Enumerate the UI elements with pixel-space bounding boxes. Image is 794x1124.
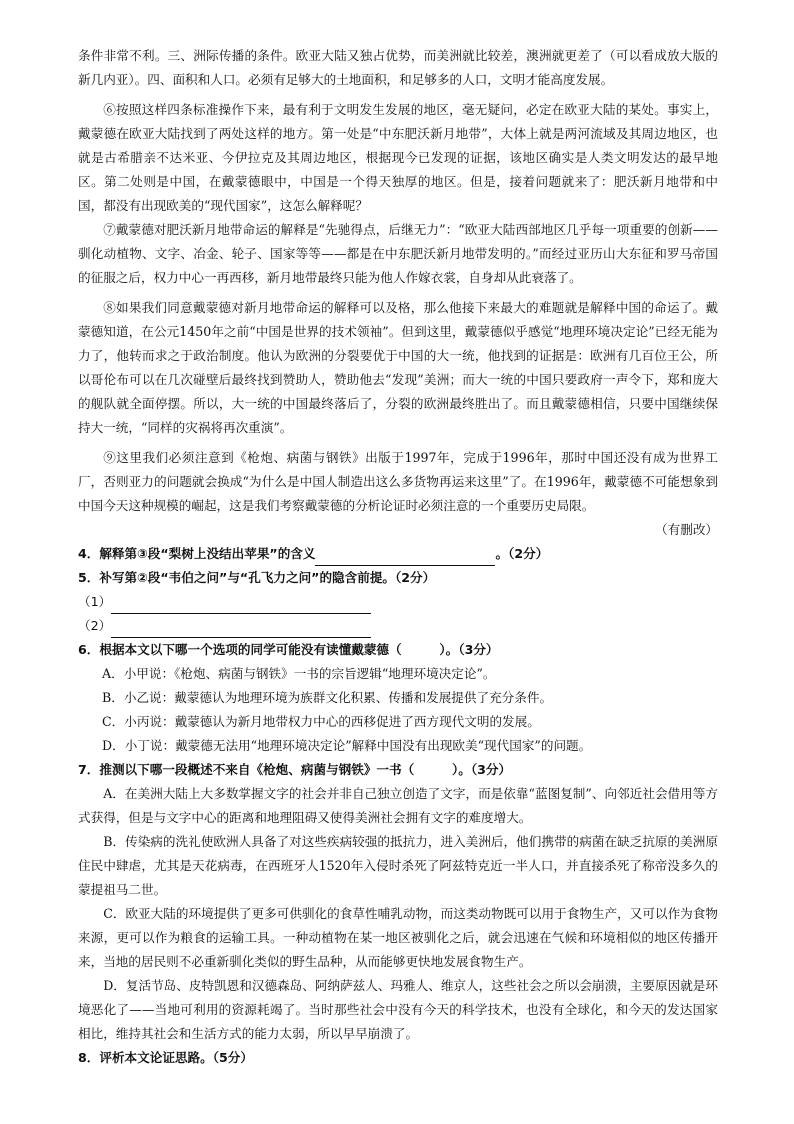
option-q6-c[interactable]: C．小丙说：戴蒙德认为新月地带权力中心的西移促进了西方现代文明的发展。 (102, 714, 540, 729)
answer-line-5-1 (78, 590, 718, 614)
passage-paragraph-7: ⑦戴蒙德对肥沃新月地带命运的解释是“先驰得点，后继无力”：“欧亚大陆西部地区几乎每一项重要的创新——驯化动植物、文字、冶金、轮子、国家等等——都是在中东肥沃新月地带发明的。”而经过亚历山大东征和罗马帝国的征服之后，权力中心一再西移，新月地带最终只能为他人作嫁衣裳，自身却从此衰落了。 (78, 222, 718, 285)
question-4 (78, 542, 718, 566)
question-7: 7．推测以下哪一段概述不来自《枪炮、病菌与钢铁》一书（ ）。（3分） (78, 762, 512, 777)
option-q7-a[interactable]: A．在美洲大陆上大多数掌握文字的社会并非自己独立创造了文字，而是依靠“蓝图复制”、向邻近社会借用等方式获得，但是与文字中心的距离和地理阻碍又使得美洲社会拥有文字的难度增大。 (78, 786, 718, 825)
passage-paragraph-8: ⑧如果我们同意戴蒙德对新月地带命运的解释可以及格，那么他接下来最大的难题就是解释中国的命运了。戴蒙德知道，在公元1450年之前“中国是世界的技术领袖”。但到这里，戴蒙德似乎感觉“地理环境决定论”已经无能为力了，他转而求之于政治制度。他认为欧洲的分裂要优于中国的大一统，他找到的证据是：欧洲有几百位王公，所以哥伦布可以在几次碰壁后最终找到赞助人，赞助他去“发现”美洲；而大一统的中国只要政府一声令下，郑和庞大的舰队就全面停摆。所以，大一统的中国最终落后了，分裂的欧洲最终胜出了。而且戴蒙德相信，只要中国继续保持大一统，“同样的灾祸将再次重演”。 (78, 300, 718, 435)
option-q6-d[interactable]: D．小丁说：戴蒙德无法用“地理环境决定论”解释中国没有出现欧美“现代国家”的问题。 (102, 738, 592, 753)
question-8: 8．评析本文论证思路。（5分） (78, 1050, 253, 1065)
question-6: 6．根据本文以下哪一个选项的同学可能没有读懂戴蒙德（ ）。（3分） (78, 642, 499, 657)
option-q6-a[interactable]: A．小甲说：《枪炮、病菌与钢铁》一书的宗旨逻辑“地理环境决定论”。 (102, 666, 496, 681)
passage-paragraph-continued: 条件非常不利。三、洲际传播的条件。欧亚大陆又独占优势，而美洲就比较差，澳洲就更差了（可以看成放大版的新几内亚）。四、面积和人口。必须有足够大的土地面积，和足够多的人口，文明才能高度发展。 (78, 48, 718, 87)
source-note: （有删改） (655, 522, 718, 537)
option-q6-b[interactable]: B．小乙说：戴蒙德认为地理环境为族群文化积累、传播和发展提供了充分条件。 (102, 690, 553, 705)
option-q7-c[interactable]: C．欧亚大陆的环境提供了更多可供驯化的食草性哺乳动物，而这类动物既可以用于食物生产，又可以作为食物来源，更可以作为粮食的运输工具。一种动植物在某一地区被驯化之后，就会迅速在气候和环境相似的地区传播开来，当地的居民则不必重新驯化类似的野生品种，从而能够更快地发展食物生产。 (78, 906, 718, 969)
answer-blank-q4[interactable] (315, 549, 495, 566)
option-q7-b[interactable]: B．传染病的洗礼使欧洲人具备了对这些疾病较强的抵抗力，进入美洲后，他们携带的病菌在缺乏抗原的美洲原住民中肆虐，尤其是天花病毒，在西班牙人1520年入侵时杀死了阿兹特克近一半人口，并直接杀死了称帝没多久的蒙提祖马二世。 (78, 834, 718, 897)
answer-line-label: （2） (78, 618, 112, 633)
answer-blank-q5-1[interactable] (111, 597, 371, 614)
question-4-text: 4．解释第③段“梨树上没结出苹果”的含义 (78, 546, 316, 561)
passage-paragraph-9: ⑨这里我们必须注意到《枪炮、病菌与钢铁》出版于1997年，完成于1996年，那时中国还没有成为世界工厂，否则亚力的问题就会换成“为什么是中国人制造出这么多货物再运来这里”了。在1996年，戴蒙德不可能想象到中国今天这种规模的崛起，这是我们考察戴蒙德的分析论证时必须注意的一个重要历史局限。 (78, 450, 718, 513)
answer-blank-q5-2[interactable] (111, 621, 371, 638)
exam-page (78, 44, 718, 1070)
passage-paragraph-6: ⑥按照这样四条标准操作下来，最有利于文明发生发展的地区，毫无疑问，必定在欧亚大陆的某处。事实上，戴蒙德在欧亚大陆找到了两处这样的地方。第一处是“中东肥沃新月地带”，大体上就是两河流域及其周边地区，也就是古希腊亲不达米亚、今伊拉克及其周边地区，根据现今已发现的证据，该地区确实是人类文明发达的最早地区。第二处则是中国，在戴蒙德眼中，中国是一个得天独厚的地区。但是，接着问题就来了：肥沃新月地带和中国，都没有出现欧美的“现代国家”，这怎么解释呢？ (78, 102, 718, 213)
question-4-score: 。（2分） (495, 546, 549, 561)
question-5: 5．补写第②段“韦伯之问”与“孔飞力之问”的隐含前提。（2分） (78, 570, 436, 585)
answer-line-label: （1） (78, 594, 112, 609)
answer-line-5-2 (78, 614, 718, 638)
option-q7-d[interactable]: D．复活节岛、皮特凯恩和汉德森岛、阿纳萨兹人、玛雅人、维京人，这些社会之所以会崩溃，主要原因就是环境恶化了——当地可利用的资源耗竭了。当时那些社会中没有今天的科学技术，也没有全球化，和今天的发达国家相比，维持其社会和生活方式的能力太弱，所以早早崩溃了。 (78, 978, 718, 1041)
